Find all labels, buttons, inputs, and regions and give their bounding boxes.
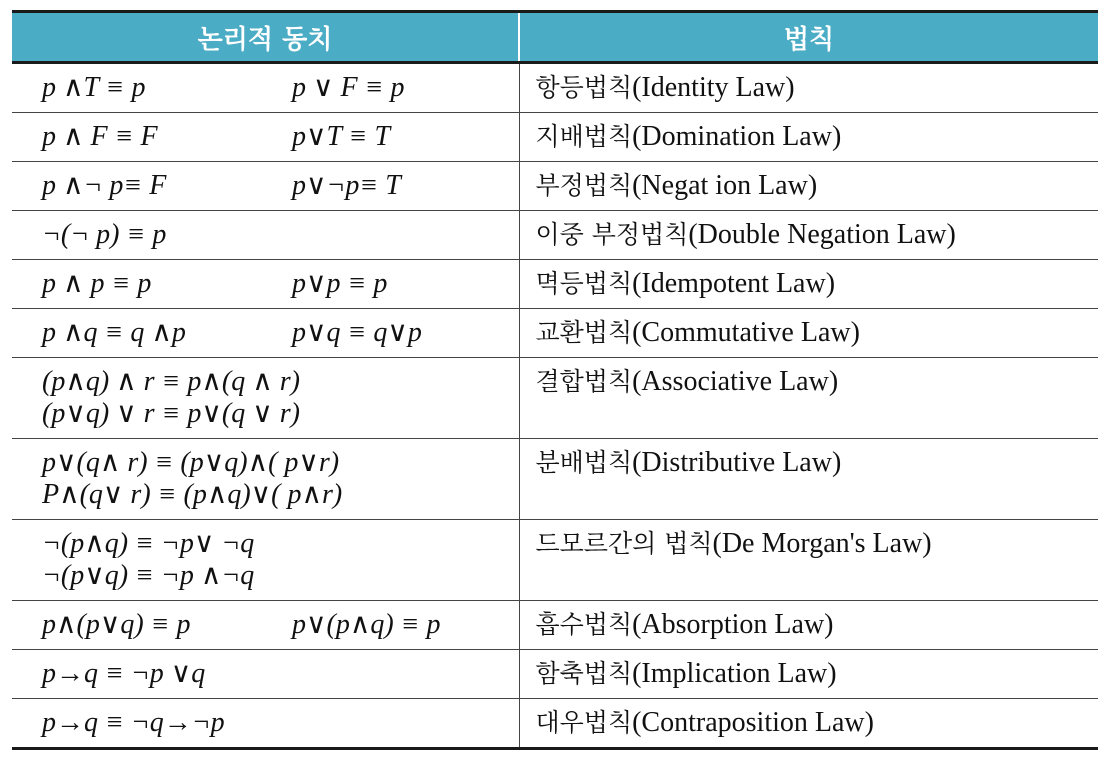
table-row-distributive	[12, 439, 1098, 520]
table-row-double-negation	[12, 211, 1098, 260]
law-name-english: (Distributive Law)	[632, 447, 842, 478]
law-name-english: (De Morgan's Law)	[712, 528, 932, 559]
expression-2: p∨(p∧q) ≡ p	[292, 609, 441, 640]
law-name-korean: 지배법칙	[535, 122, 633, 151]
expression-2: p∨p ≡ p	[292, 268, 388, 299]
law-name-korean: 항등법칙	[535, 73, 633, 102]
table-row-idempotent	[12, 260, 1098, 309]
law-name-korean: 분배법칙	[535, 448, 633, 477]
expression-cell	[12, 260, 519, 309]
table-row-domination	[12, 113, 1098, 162]
table-row-commutative	[12, 309, 1098, 358]
expression-cell	[12, 309, 519, 358]
expression-1: p ∧ p ≡ p	[42, 268, 152, 299]
law-name-english: (Associative Law)	[632, 366, 839, 397]
law-name-korean: 드모르간의 법칙	[535, 529, 713, 558]
expression-cell	[12, 650, 519, 699]
law-name-english: (Negat ion Law)	[632, 170, 818, 201]
law-cell	[519, 63, 1098, 113]
expression-2: p∨q ≡ q∨p	[292, 317, 422, 348]
expression-line-2: ¬(p∨q) ≡ ¬p ∧¬q	[42, 560, 255, 591]
expression-line-1: p∨(q∧ r) ≡ (p∨q)∧( p∨r)	[42, 447, 340, 478]
expression-1: p∧(p∨q) ≡ p	[42, 609, 191, 640]
expression-cell	[12, 358, 519, 439]
expression-cell	[12, 601, 519, 650]
expression-line-1: (p∧q) ∧ r ≡ p∧(q ∧ r)	[42, 366, 300, 397]
law-name-english: (Commutative Law)	[632, 317, 860, 348]
expression-cell	[12, 699, 519, 749]
expression-line-2: P∧(q∨ r) ≡ (p∧q)∨( p∧r)	[42, 479, 343, 510]
table-row-implication	[12, 650, 1098, 699]
expression-1: p→q ≡ ¬p ∨q	[42, 658, 206, 689]
table-header-row	[12, 12, 1098, 63]
law-cell	[519, 601, 1098, 650]
expression-cell	[12, 439, 519, 520]
law-cell	[519, 260, 1098, 309]
law-cell	[519, 309, 1098, 358]
expression-line-2: (p∨q) ∨ r ≡ p∨(q ∨ r)	[42, 398, 300, 429]
law-cell	[519, 439, 1098, 520]
expression-cell	[12, 162, 519, 211]
law-name-korean: 교환법칙	[535, 318, 633, 347]
expression-2: p∨¬p≡ T	[292, 170, 401, 201]
expression-1: p ∧q ≡ q ∧p	[42, 317, 186, 348]
law-name-korean: 멱등법칙	[535, 269, 633, 298]
equivalence-table-container	[12, 10, 1098, 750]
table-row-absorption	[12, 601, 1098, 650]
law-name-korean: 흡수법칙	[535, 610, 633, 639]
expression-1: p ∧T ≡ p	[42, 72, 146, 103]
law-cell	[519, 162, 1098, 211]
expression-2: p∨T ≡ T	[292, 121, 391, 152]
law-cell	[519, 650, 1098, 699]
expression-cell	[12, 211, 519, 260]
law-cell	[519, 699, 1098, 749]
law-name-english: (Implication Law)	[632, 658, 837, 689]
expression-line-1: ¬(p∧q) ≡ ¬p∨ ¬q	[42, 528, 255, 559]
expression-1: p→q ≡ ¬q→¬p	[42, 707, 225, 738]
expression-1: p ∧¬ p≡ F	[42, 170, 167, 201]
law-name-korean: 대우법칙	[535, 708, 633, 737]
expression-2: p ∨ F ≡ p	[292, 72, 405, 103]
law-cell	[519, 358, 1098, 439]
law-name-english: (Contraposition Law)	[632, 707, 874, 738]
law-name-korean: 부정법칙	[535, 171, 633, 200]
law-name-english: (Idempotent Law)	[632, 268, 836, 299]
expression-1: ¬(¬ p) ≡ p	[42, 219, 167, 250]
table-row-negation	[12, 162, 1098, 211]
table-row-identity	[12, 63, 1098, 113]
law-name-english: (Absorption Law)	[632, 609, 834, 640]
expression-cell	[12, 63, 519, 113]
header-logical-equivalence: 논리적 동치	[12, 12, 519, 63]
table-row-de-morgan	[12, 520, 1098, 601]
expression-cell	[12, 520, 519, 601]
logical-equivalence-table	[12, 10, 1098, 750]
law-name-korean: 결합법칙	[535, 367, 633, 396]
law-cell	[519, 211, 1098, 260]
law-name-english: (Domination Law)	[632, 121, 842, 152]
expression-1: p ∧ F ≡ F	[42, 121, 158, 152]
law-name-korean: 함축법칙	[535, 659, 633, 688]
table-row-associative	[12, 358, 1098, 439]
header-law: 법칙	[519, 12, 1098, 63]
law-cell	[519, 520, 1098, 601]
law-name-english: (Identity Law)	[632, 72, 795, 103]
law-name-korean: 이중 부정법칙	[535, 220, 689, 249]
law-name-english: (Double Negation Law)	[688, 219, 956, 250]
table-row-contraposition	[12, 699, 1098, 749]
expression-cell	[12, 113, 519, 162]
law-cell	[519, 113, 1098, 162]
